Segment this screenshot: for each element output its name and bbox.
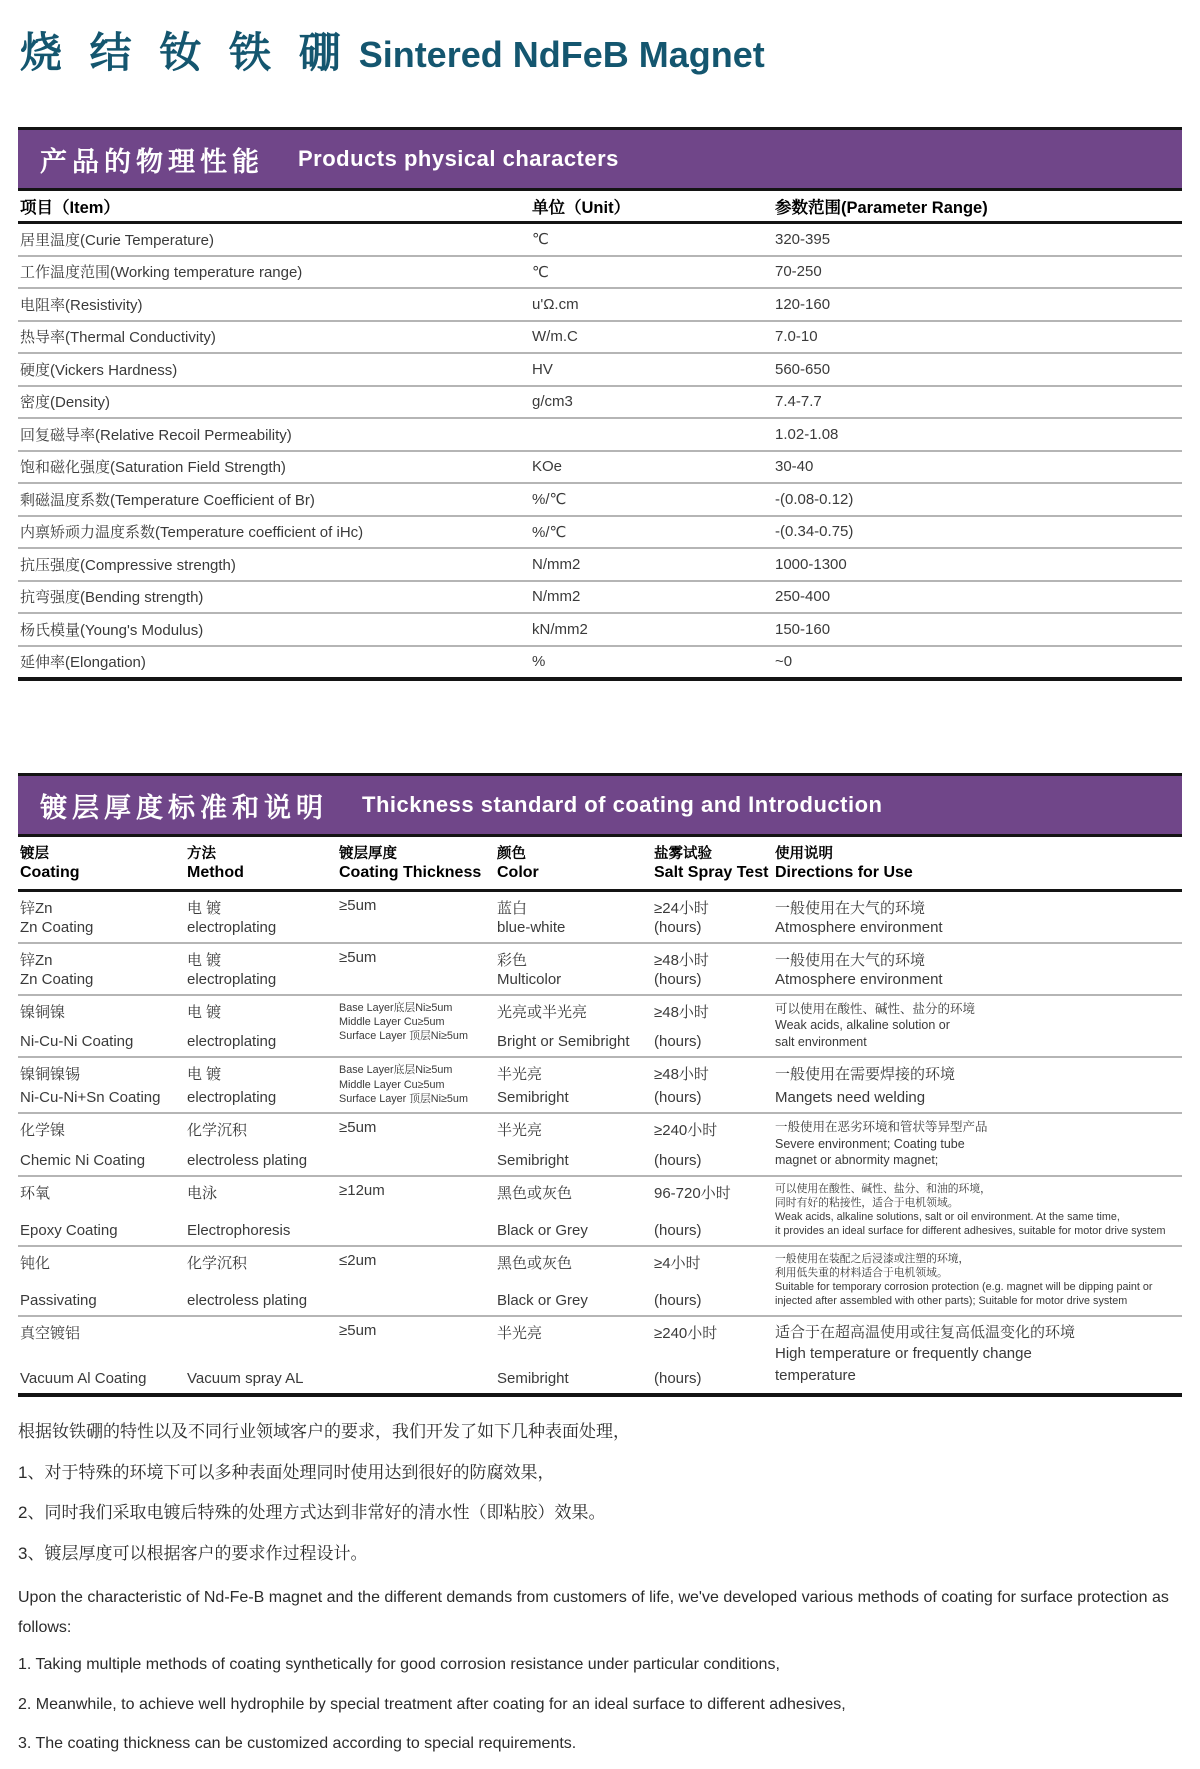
cell-line: Atmosphere environment <box>775 970 943 988</box>
cell-line: ≥12um <box>339 1181 385 1199</box>
unit-cell: kN/mm2 <box>532 620 588 638</box>
cell-line: 半光亮 <box>497 1066 543 1084</box>
header-color <box>497 845 654 884</box>
table-row <box>18 1114 1182 1177</box>
header-label-en: Method <box>187 864 244 882</box>
cell-line: (hours) <box>654 1291 702 1309</box>
cell-line: Vacuum Al Coating <box>20 1369 147 1387</box>
coating-thickness-table <box>18 837 1182 1397</box>
method-cell <box>187 1119 339 1169</box>
salt-cell <box>654 897 775 936</box>
cell-line: Base Layer底层Ni≥5um <box>339 1064 453 1077</box>
cell-line: 真空镀铝 <box>20 1324 81 1342</box>
item-cell: 抗弯强度(Bending strength) <box>20 589 204 607</box>
physical-characters-table <box>18 191 1182 681</box>
item-cell: 剩磁温度系数(Temperature Coefficient of Br) <box>20 491 315 509</box>
cell-line: (hours) <box>654 1221 702 1239</box>
header-label-en: Color <box>497 864 539 882</box>
cell-line: 一般使用在大气的环境 <box>775 899 926 917</box>
section-band-coating <box>18 773 1182 837</box>
unit-cell: %/℃ <box>532 491 567 509</box>
cell-line <box>187 1322 339 1337</box>
cell-line: Black or Grey <box>497 1221 588 1239</box>
cell-line: ≤2um <box>339 1251 377 1269</box>
unit-cell: u'Ω.cm <box>532 295 579 313</box>
unit-cell: %/℃ <box>532 523 567 541</box>
cell-line: ≥240小时 <box>654 1122 718 1140</box>
unit-cell: KOe <box>532 458 563 476</box>
directions-cell <box>775 1119 1182 1169</box>
header-label-zh: 颜色 <box>497 846 526 862</box>
header-unit: 单位（Unit） <box>532 199 631 217</box>
cell-line: (hours) <box>654 918 702 936</box>
note-line: 2. Meanwhile, to achieve well hydrophile by special treatment after coating for an ideal surface to different adhesives, <box>18 1695 846 1713</box>
range-cell: 320-395 <box>775 230 831 248</box>
cell-line: ≥5um <box>339 1321 377 1339</box>
table-row <box>18 996 1182 1059</box>
cell-line: electroplating <box>187 970 277 988</box>
coating-cell <box>18 1252 187 1309</box>
cell-line: Weak acids, alkaline solutions, salt or oil environment. At the same time, <box>775 1211 1120 1224</box>
cell-line: 一般使用在大气的环境 <box>775 951 926 969</box>
header-coating-thickness <box>339 845 497 884</box>
unit-cell: N/mm2 <box>532 588 581 606</box>
cell-line: Semibright <box>497 1151 569 1169</box>
color-cell <box>497 1001 654 1051</box>
cell-line: 电 镀 <box>187 1066 222 1084</box>
table-row <box>18 224 1182 257</box>
cell-line: Base Layer底层Ni≥5um <box>339 1001 453 1014</box>
method-cell <box>187 897 339 936</box>
range-cell: 30-40 <box>775 458 814 476</box>
header-label-zh: 镀层 <box>20 846 49 862</box>
table-row <box>18 647 1182 678</box>
table-row <box>18 1058 1182 1114</box>
thickness-cell <box>339 1252 497 1309</box>
cell-line: electroplating <box>187 918 277 936</box>
thickness-cell <box>339 1001 497 1051</box>
cell-line: 利用低失重的材料适合于电机领域。 <box>775 1266 948 1279</box>
cell-line: Suitable for temporary corrosion protection (e.g. magnet will be dipping paint or <box>775 1281 1153 1294</box>
directions-cell <box>775 1322 1182 1387</box>
cell-line: Passivating <box>20 1291 97 1309</box>
cell-line: Weak acids, alkaline solution or <box>775 1018 950 1033</box>
table-row <box>18 419 1182 452</box>
thickness-cell <box>339 1063 497 1106</box>
cell-line: 一般使用在装配之后浸漆或注塑的环境， <box>775 1252 970 1265</box>
cell-line: 化学镍 <box>20 1122 66 1140</box>
cell-line: Semibright <box>497 1089 569 1107</box>
note-line: 3. The coating thickness can be customized according to special requirements. <box>18 1735 577 1753</box>
cell-line: 黑色或灰色 <box>497 1184 573 1202</box>
table-row <box>18 944 1182 996</box>
cell-line: temperature <box>775 1367 856 1385</box>
color-cell <box>497 949 654 988</box>
unit-cell: ℃ <box>532 231 549 249</box>
note-line: 3、镀层厚度可以根据客户的要求作过程设计。 <box>18 1544 368 1564</box>
cell-line: Zn Coating <box>20 918 94 936</box>
cell-line: Severe environment; Coating tube <box>775 1136 965 1151</box>
cell-line: High temperature or frequently change <box>775 1345 1032 1363</box>
header-salt-spray-test <box>654 845 775 884</box>
cell-line: 光亮或半光亮 <box>497 1003 588 1021</box>
cell-line: ≥24小时 <box>654 899 709 917</box>
cell-line: (hours) <box>654 1369 702 1387</box>
coating-cell <box>18 1322 187 1387</box>
unit-cell: HV <box>532 360 553 378</box>
item-cell: 杨氏模量(Young's Modulus) <box>20 621 204 639</box>
cell-line: electroless plating <box>187 1151 308 1169</box>
cell-line: Zn Coating <box>20 970 94 988</box>
cell-line: Multicolor <box>497 970 562 988</box>
coating-thickness-section <box>0 773 1200 1397</box>
directions-cell <box>775 949 1182 988</box>
cell-line: 电泳 <box>187 1184 218 1202</box>
item-cell: 延伸率(Elongation) <box>20 654 146 672</box>
cell-line: electroless plating <box>187 1291 308 1309</box>
cell-line: 镍铜镍 <box>20 1003 66 1021</box>
method-cell <box>187 1252 339 1309</box>
salt-cell <box>654 1119 775 1169</box>
header-method <box>187 845 339 884</box>
cell-line: ≥240小时 <box>654 1324 718 1342</box>
document-title <box>0 14 1200 80</box>
cell-line: (hours) <box>654 1033 702 1051</box>
coating-cell <box>18 949 187 988</box>
band-title-english: Thickness standard of coating and Introduction <box>362 792 883 817</box>
range-cell: -(0.08-0.12) <box>775 490 854 508</box>
item-cell: 工作温度范围(Working temperature range) <box>20 264 303 282</box>
cell-line: ≥5um <box>339 1119 377 1137</box>
cell-line: ≥5um <box>339 948 377 966</box>
band-title-chinese: 产品的物理性能 <box>40 146 264 177</box>
thickness-cell <box>339 1119 497 1169</box>
cell-line: 半光亮 <box>497 1324 543 1342</box>
note-paragraph: Upon the characteristic of Nd-Fe-B magnet and the different demands from customers of life, we've developed various methods of coating for surface protection as follows: <box>18 1588 1169 1636</box>
band-title-chinese: 镀层厚度标准和说明 <box>40 792 328 823</box>
title-chinese: 烧 结 钕 铁 硼 <box>20 29 349 76</box>
table-row <box>18 582 1182 615</box>
header-directions-for-use <box>775 845 1182 884</box>
method-cell <box>187 1182 339 1239</box>
thickness-cell <box>339 1182 497 1239</box>
cell-line: 镍铜镍锡 <box>20 1066 81 1084</box>
header-label-en: Salt Spray Test <box>654 864 769 882</box>
unit-cell: g/cm3 <box>532 393 573 411</box>
method-cell <box>187 949 339 988</box>
range-cell: 1.02-1.08 <box>775 425 839 443</box>
item-cell: 抗压强度(Compressive strength) <box>20 556 236 574</box>
note-line: 1、对于特殊的环境下可以多种表面处理同时使用达到很好的防腐效果， <box>18 1462 555 1482</box>
thickness-cell <box>339 949 497 988</box>
cell-line: 化学沉积 <box>187 1122 248 1140</box>
table-row <box>18 517 1182 550</box>
note-line: 1. Taking multiple methods of coating synthetically for good corrosion resistance under particular conditions, <box>18 1656 780 1674</box>
cell-line: Semibright <box>497 1369 569 1387</box>
salt-cell <box>654 1063 775 1106</box>
cell-line: 96-720小时 <box>654 1184 731 1202</box>
unit-cell: % <box>532 653 546 671</box>
cell-line: Mangets need welding <box>775 1089 926 1107</box>
salt-cell <box>654 1001 775 1051</box>
band-title-english: Products physical characters <box>298 146 619 171</box>
cell-line: 电 镀 <box>187 1003 222 1021</box>
table-row <box>18 289 1182 322</box>
thickness-cell <box>339 897 497 936</box>
salt-cell <box>654 1322 775 1387</box>
range-cell: 150-160 <box>775 620 831 638</box>
directions-cell <box>775 1252 1182 1309</box>
color-cell <box>497 897 654 936</box>
cell-line: ≥48小时 <box>654 951 709 969</box>
color-cell <box>497 1322 654 1387</box>
cell-line: 锌Zn <box>20 899 53 917</box>
table-row <box>18 322 1182 355</box>
cell-line: Middle Layer Cu≥5um <box>339 1078 445 1091</box>
salt-cell <box>654 1182 775 1239</box>
cell-line: injected after assembled with other parts); Suitable for motor drive system <box>775 1295 1128 1308</box>
table-row <box>18 549 1182 582</box>
item-cell: 硬度(Vickers Hardness) <box>20 361 178 379</box>
range-cell: 70-250 <box>775 263 822 281</box>
cell-line: Surface Layer 顶层Ni≥5um <box>339 1092 468 1105</box>
cell-line: 一般使用在需要焊接的环境 <box>775 1066 956 1084</box>
notes-english <box>18 1583 1182 1759</box>
salt-cell <box>654 949 775 988</box>
cell-line: 可以使用在酸性、碱性、盐分的环境 <box>775 1001 976 1016</box>
header-label-en: Directions for Use <box>775 864 913 882</box>
table-header-row <box>18 837 1182 892</box>
color-cell <box>497 1063 654 1106</box>
range-cell: ~0 <box>775 653 793 671</box>
cell-line: 同时有好的粘接性，适合于电机领域。 <box>775 1196 959 1209</box>
physical-characters-section <box>0 127 1200 681</box>
item-cell: 热导率(Thermal Conductivity) <box>20 329 216 347</box>
table-row <box>18 484 1182 517</box>
range-cell: 1000-1300 <box>775 555 847 573</box>
salt-cell <box>654 1252 775 1309</box>
cell-line: Electrophoresis <box>187 1221 291 1239</box>
cell-line: ≥5um <box>339 896 377 914</box>
coating-cell <box>18 897 187 936</box>
cell-line: 电 镀 <box>187 899 222 917</box>
method-cell <box>187 1322 339 1387</box>
range-cell: 560-650 <box>775 360 831 378</box>
header-label-zh: 方法 <box>187 846 216 862</box>
range-cell: 7.4-7.7 <box>775 393 822 411</box>
coating-cell <box>18 1182 187 1239</box>
table-row <box>18 354 1182 387</box>
cell-line: 一般使用在恶劣环境和管状等异型产品 <box>775 1120 988 1135</box>
cell-line: 钝化 <box>20 1254 51 1272</box>
table-row <box>18 1177 1182 1247</box>
range-cell: 250-400 <box>775 588 831 606</box>
cell-line: Middle Layer Cu≥5um <box>339 1016 445 1029</box>
cell-line: Chemic Ni Coating <box>20 1151 146 1169</box>
cell-line: Ni-Cu-Ni+Sn Coating <box>20 1089 161 1107</box>
coating-cell <box>18 1001 187 1051</box>
coating-cell <box>18 1063 187 1106</box>
coating-cell <box>18 1119 187 1169</box>
header-label-zh: 镀层厚度 <box>339 846 397 862</box>
table-row <box>18 257 1182 290</box>
cell-line: ≥4小时 <box>654 1254 701 1272</box>
cell-line: 电 镀 <box>187 951 222 969</box>
cell-line: 彩色 <box>497 951 528 969</box>
header-coating <box>18 845 187 884</box>
color-cell <box>497 1119 654 1169</box>
cell-line: Black or Grey <box>497 1291 588 1309</box>
range-cell: 7.0-10 <box>775 328 818 346</box>
directions-cell <box>775 1001 1182 1051</box>
unit-cell: W/m.C <box>532 328 578 346</box>
table-row <box>18 614 1182 647</box>
cell-line: ≥48小时 <box>654 1003 709 1021</box>
directions-cell <box>775 1063 1182 1106</box>
range-cell: -(0.34-0.75) <box>775 523 854 541</box>
unit-cell: N/mm2 <box>532 555 581 573</box>
method-cell <box>187 1063 339 1106</box>
cell-line: ≥48小时 <box>654 1066 709 1084</box>
header-item: 项目（Item） <box>20 199 120 217</box>
cell-line: it provides an ideal surface for different adhesives, suitable for motor drive system <box>775 1225 1166 1238</box>
unit-cell: ℃ <box>532 263 549 281</box>
table-row <box>18 1247 1182 1317</box>
cell-line: blue-white <box>497 918 566 936</box>
cell-line: (hours) <box>654 970 702 988</box>
table-row <box>18 387 1182 420</box>
cell-line: salt environment <box>775 1034 867 1049</box>
thickness-cell <box>339 1322 497 1387</box>
item-cell: 密度(Density) <box>20 394 111 412</box>
item-cell: 回复磁导率(Relative Recoil Permeability) <box>20 426 292 444</box>
section-band-physical <box>18 127 1182 191</box>
cell-line: Vacuum spray AL <box>187 1369 304 1387</box>
cell-line: 化学沉积 <box>187 1254 248 1272</box>
cell-line: (hours) <box>654 1089 702 1107</box>
cell-line: 黑色或灰色 <box>497 1254 573 1272</box>
header-parameter-range: 参数范围(Parameter Range) <box>775 199 988 217</box>
cell-line: electroplating <box>187 1033 277 1051</box>
header-label-zh: 盐雾试验 <box>654 846 712 862</box>
cell-line: magnet or abnormity magnet; <box>775 1153 939 1168</box>
header-label-en: Coating <box>20 864 80 882</box>
directions-cell <box>775 1182 1182 1239</box>
table-row <box>18 452 1182 485</box>
title-english: Sintered NdFeB Magnet <box>358 34 765 75</box>
cell-line: 蓝白 <box>497 899 528 917</box>
cell-line: Epoxy Coating <box>20 1221 118 1239</box>
note-line: 根据钕铁硼的特性以及不同行业领域客户的要求，我们开发了如下几种表面处理， <box>18 1421 630 1441</box>
cell-line: 环氧 <box>20 1184 51 1202</box>
table-row <box>18 1317 1182 1393</box>
header-label-zh: 使用说明 <box>775 846 833 862</box>
method-cell <box>187 1001 339 1051</box>
item-cell: 电阻率(Resistivity) <box>20 296 143 314</box>
cell-line: Atmosphere environment <box>775 918 943 936</box>
item-cell: 内禀矫顽力温度系数(Temperature coefficient of iHc) <box>20 524 364 542</box>
cell-line: electroplating <box>187 1089 277 1107</box>
cell-line: 可以使用在酸性、碱性、盐分、和油的环境， <box>775 1182 991 1195</box>
cell-line: 锌Zn <box>20 951 53 969</box>
header-label-en: Coating Thickness <box>339 864 482 882</box>
color-cell <box>497 1182 654 1239</box>
cell-line: (hours) <box>654 1151 702 1169</box>
directions-cell <box>775 897 1182 936</box>
cell-line: Bright or Semibright <box>497 1033 630 1051</box>
cell-line: 适合于在超高温使用或往复高低温变化的环境 <box>775 1323 1076 1341</box>
item-cell: 饱和磁化强度(Saturation Field Strength) <box>20 459 286 477</box>
range-cell: 120-160 <box>775 295 831 313</box>
item-cell: 居里温度(Curie Temperature) <box>20 231 214 249</box>
table-header-row <box>18 191 1182 224</box>
table-row <box>18 892 1182 944</box>
cell-line: Ni-Cu-Ni Coating <box>20 1033 134 1051</box>
note-line: 2、同时我们采取电镀后特殊的处理方式达到非常好的清水性（即粘胶）效果。 <box>18 1503 606 1523</box>
cell-line: 半光亮 <box>497 1122 543 1140</box>
notes-chinese <box>18 1417 1182 1569</box>
color-cell <box>497 1252 654 1309</box>
cell-line: Surface Layer 顶层Ni≥5um <box>339 1030 468 1043</box>
